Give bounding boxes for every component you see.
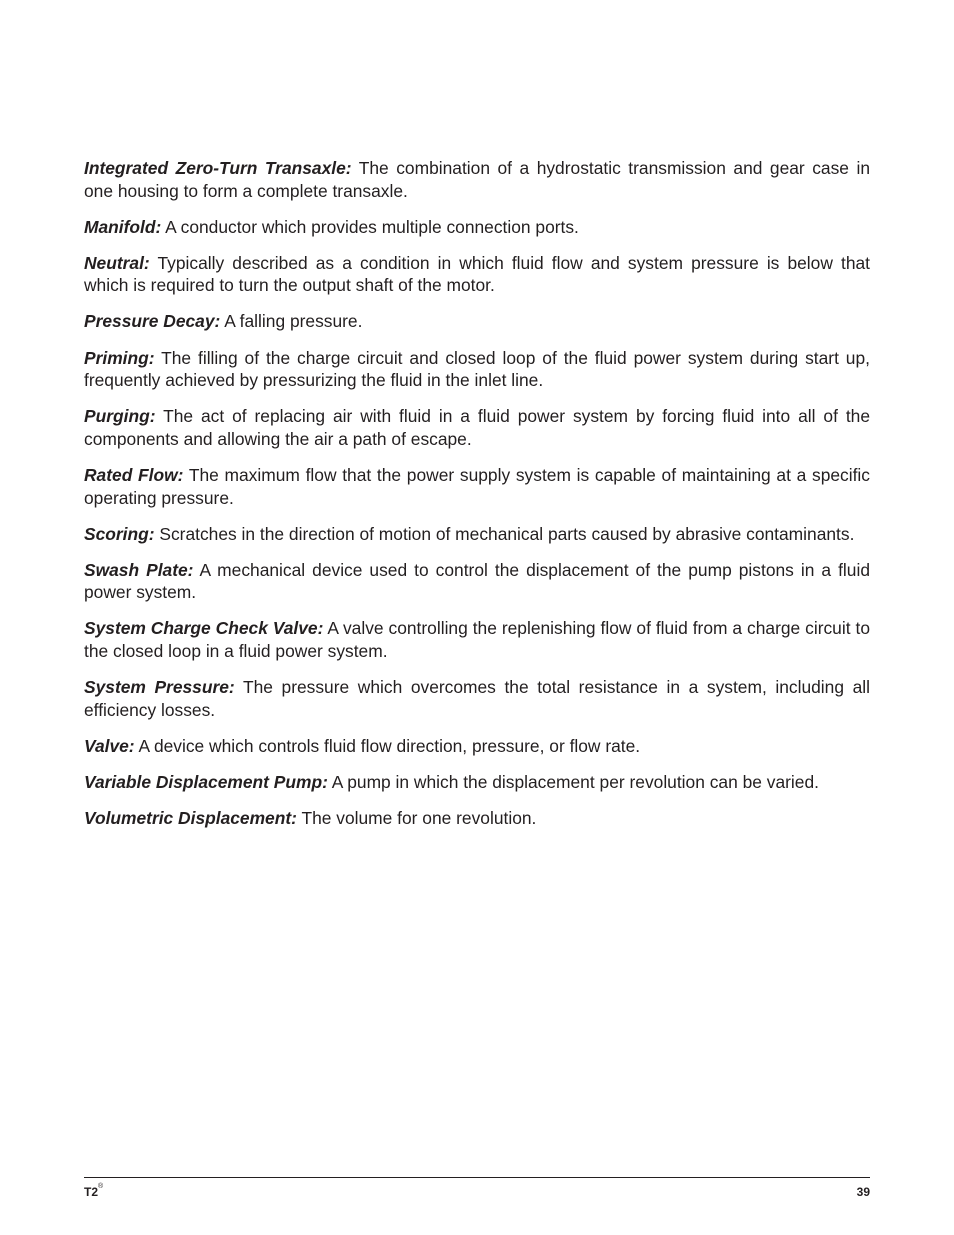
glossary-entry [84,771,870,794]
glossary-definition: Scratches in the direction of motion of mechanical parts caused by abrasive contaminants. [159,523,855,544]
footer-product-name [84,1185,103,1199]
glossary-definition: A conductor which provides multiple connection ports. [165,216,579,237]
glossary-entry [84,523,870,546]
glossary-term: Scoring: [84,523,155,544]
glossary-entry [84,252,870,297]
glossary-entry [84,464,870,509]
glossary-entry [84,559,870,604]
glossary-definition: The pressure which overcomes the total resistance in a system, including all efficiency losses. [84,677,871,720]
glossary-entry [84,216,870,239]
glossary-definition: A device which controls fluid flow direction, pressure, or flow rate. [138,735,641,756]
glossary-entry [84,676,870,721]
glossary-term: System Charge Check Valve: [84,618,324,639]
product-name: T2 [84,1185,99,1199]
glossary-term: System Pressure: [84,677,235,698]
glossary-definition: The combination of a hydrostatic transmission and gear case in one housing to form a complete transaxle. [84,158,870,201]
glossary-entry [84,405,870,450]
glossary-entry [84,617,870,662]
glossary-definition: A mechanical device used to control the displacement of the pump pistons in a fluid power system. [84,559,870,603]
glossary-definition: The volume for one revolution. [301,807,537,828]
glossary-entry [84,310,870,333]
glossary-entry [84,347,870,392]
glossary-list [84,157,870,843]
glossary-entry [84,807,870,830]
glossary-entry [84,157,870,202]
glossary-term: Integrated Zero-Turn Transaxle: [84,158,352,178]
glossary-term: Pressure Decay: [84,311,221,332]
glossary-definition: The filling of the charge circuit and closed loop of the fluid power system during start up, frequently achieved by pressurizing the fluid in the inlet line. [84,347,870,391]
glossary-term: Rated Flow: [84,464,184,485]
glossary-term: Variable Displacement Pump: [84,771,328,792]
footer-divider [84,1177,870,1178]
glossary-definition: A falling pressure. [224,311,363,332]
registered-mark: ® [98,1183,104,1190]
page-number: 39 [856,1185,870,1199]
glossary-term: Swash Plate: [84,559,194,580]
glossary-definition: A valve controlling the replenishing flow of fluid from a charge circuit to the closed loop in a fluid power system. [84,618,870,661]
glossary-term: Manifold: [84,216,162,237]
glossary-definition: Typically described as a condition in which fluid flow and system pressure is below that which is required to turn the output shaft of the motor. [84,252,870,296]
glossary-definition: The maximum flow that the power supply system is capable of maintaining at a specific operating pressure. [84,464,870,508]
glossary-term: Purging: [84,406,156,427]
glossary-term: Valve: [84,735,135,756]
glossary-term: Priming: [84,347,155,368]
glossary-term: Volumetric Displacement: [84,807,297,828]
glossary-definition: A pump in which the displacement per revolution can be varied. [331,771,819,792]
glossary-definition: The act of replacing air with fluid in a fluid power system by forcing fluid into all of the components and allowing the air a path of escape. [84,406,870,449]
glossary-entry [84,735,870,758]
glossary-term: Neutral: [84,252,150,273]
